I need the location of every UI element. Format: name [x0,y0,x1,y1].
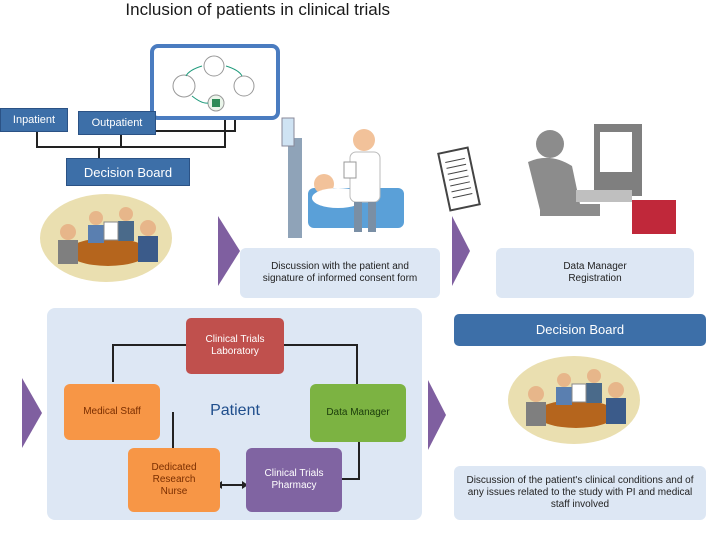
page-title: Inclusion of patients in clinical trials [125,0,390,19]
connector-line [224,120,226,148]
connector-line [282,344,358,346]
connector-line [36,146,122,148]
arrow-right-icon [452,216,470,286]
quality-diagram-image [150,44,280,120]
arrow-right-icon [22,378,42,448]
double-arrow-icon [216,480,248,490]
dedicated-research-nurse-box: Dedicated Research Nurse [128,448,220,512]
computer-user-clipart-image [510,118,680,240]
decision-board-top: Decision Board [66,158,190,186]
connector-line [172,412,174,450]
connector-line [36,132,38,147]
connector-line [234,120,236,132]
clinical-trials-laboratory-box: Clinical Trials Laboratory [186,318,284,374]
connector-line [120,146,226,148]
connector-line [358,442,360,478]
document-icon [438,144,480,214]
quality-cycle-icon [154,48,276,116]
connector-line [112,344,114,382]
data-manager-box: Data Manager [310,384,406,442]
doctor-patient-clipart-image [278,118,408,246]
medical-staff-box: Medical Staff [64,384,160,440]
meeting-clipart-image [506,354,642,446]
arrow-right-icon [428,380,446,450]
tab-outpatient[interactable]: Outpatient [78,111,156,135]
decision-board-right: Decision Board [454,314,706,346]
meeting-clipart-image [38,192,174,284]
patient-label: Patient [210,402,260,419]
tab-inpatient[interactable]: Inpatient [0,108,68,132]
discussion-consent-box: Discussion with the patient and signature of informed consent form [240,248,440,298]
connector-line [356,344,358,384]
discussion-conditions-box: Discussion of the patient's clinical conditions and of any issues related to the study with PI and medical staff involved [454,466,706,520]
data-manager-registration-box: Data Manager Registration [496,248,694,298]
clinical-trials-pharmacy-box: Clinical Trials Pharmacy [246,448,342,512]
connector-line [342,478,360,480]
arrow-right-icon [218,216,240,286]
connector-line [156,130,236,132]
connector-line [112,344,188,346]
